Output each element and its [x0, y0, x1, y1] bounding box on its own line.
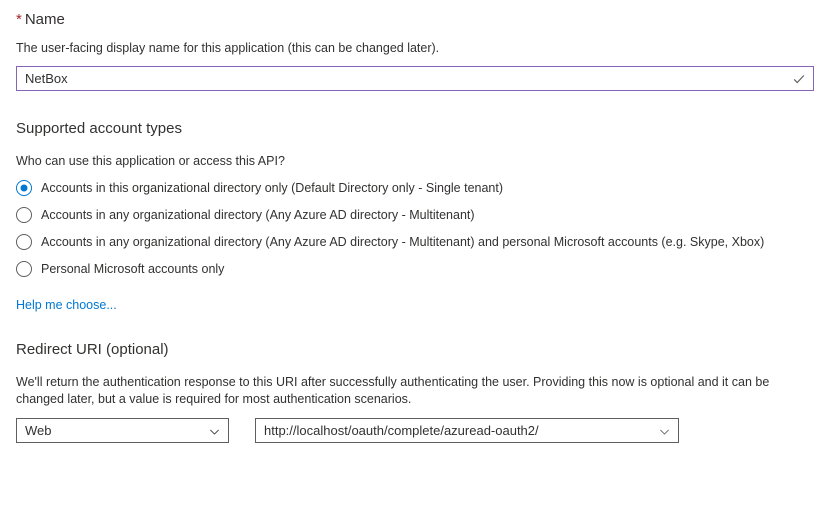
- help-me-choose-link[interactable]: Help me choose...: [16, 298, 117, 312]
- chevron-down-icon[interactable]: [659, 425, 670, 436]
- chevron-down-icon: [209, 425, 220, 436]
- redirect-uri-title: Redirect URI (optional): [16, 341, 169, 358]
- account-types-radio-group: [16, 180, 813, 277]
- platform-select[interactable]: [16, 418, 229, 443]
- radio-indicator[interactable]: [16, 180, 32, 196]
- platform-select-value: Web: [25, 423, 52, 438]
- name-input-wrapper[interactable]: [16, 66, 814, 91]
- radio-option-multitenant-and-personal[interactable]: [16, 234, 813, 250]
- redirect-uri-input[interactable]: [256, 419, 678, 442]
- redirect-uri-input-wrapper[interactable]: [255, 418, 679, 443]
- supported-account-types-question: Who can use this application or access this API?: [16, 154, 285, 168]
- radio-option-label: Accounts in any organizational directory (Any Azure AD directory - Multitenant) and personal Microsoft accounts (e.g. Skype, Xbox): [41, 235, 765, 249]
- radio-option-label: Accounts in any organizational directory (Any Azure AD directory - Multitenant): [41, 208, 475, 222]
- name-input[interactable]: [17, 67, 813, 90]
- redirect-uri-row: [16, 418, 813, 443]
- radio-option-multitenant[interactable]: [16, 207, 813, 223]
- supported-account-types-title: Supported account types: [16, 120, 182, 137]
- radio-option-label: Personal Microsoft accounts only: [41, 262, 225, 276]
- required-marker: *: [16, 11, 22, 28]
- radio-indicator[interactable]: [16, 261, 32, 277]
- name-label-text: Name: [24, 11, 65, 28]
- name-field-label: [16, 10, 813, 30]
- radio-indicator[interactable]: [16, 207, 32, 223]
- redirect-uri-description: We'll return the authentication response to this URI after successfully authenticating the user. Providing this now is optional and it can be changed later, but a value is required for most authentication scenarios.: [16, 375, 770, 406]
- radio-indicator[interactable]: [16, 234, 32, 250]
- name-field-description: The user-facing display name for this application (this can be changed later).: [16, 41, 440, 55]
- radio-option-label: Accounts in this organizational directory only (Default Directory only - Single tenant): [41, 181, 504, 195]
- radio-option-personal-only[interactable]: [16, 261, 813, 277]
- radio-option-single-tenant[interactable]: [16, 180, 813, 196]
